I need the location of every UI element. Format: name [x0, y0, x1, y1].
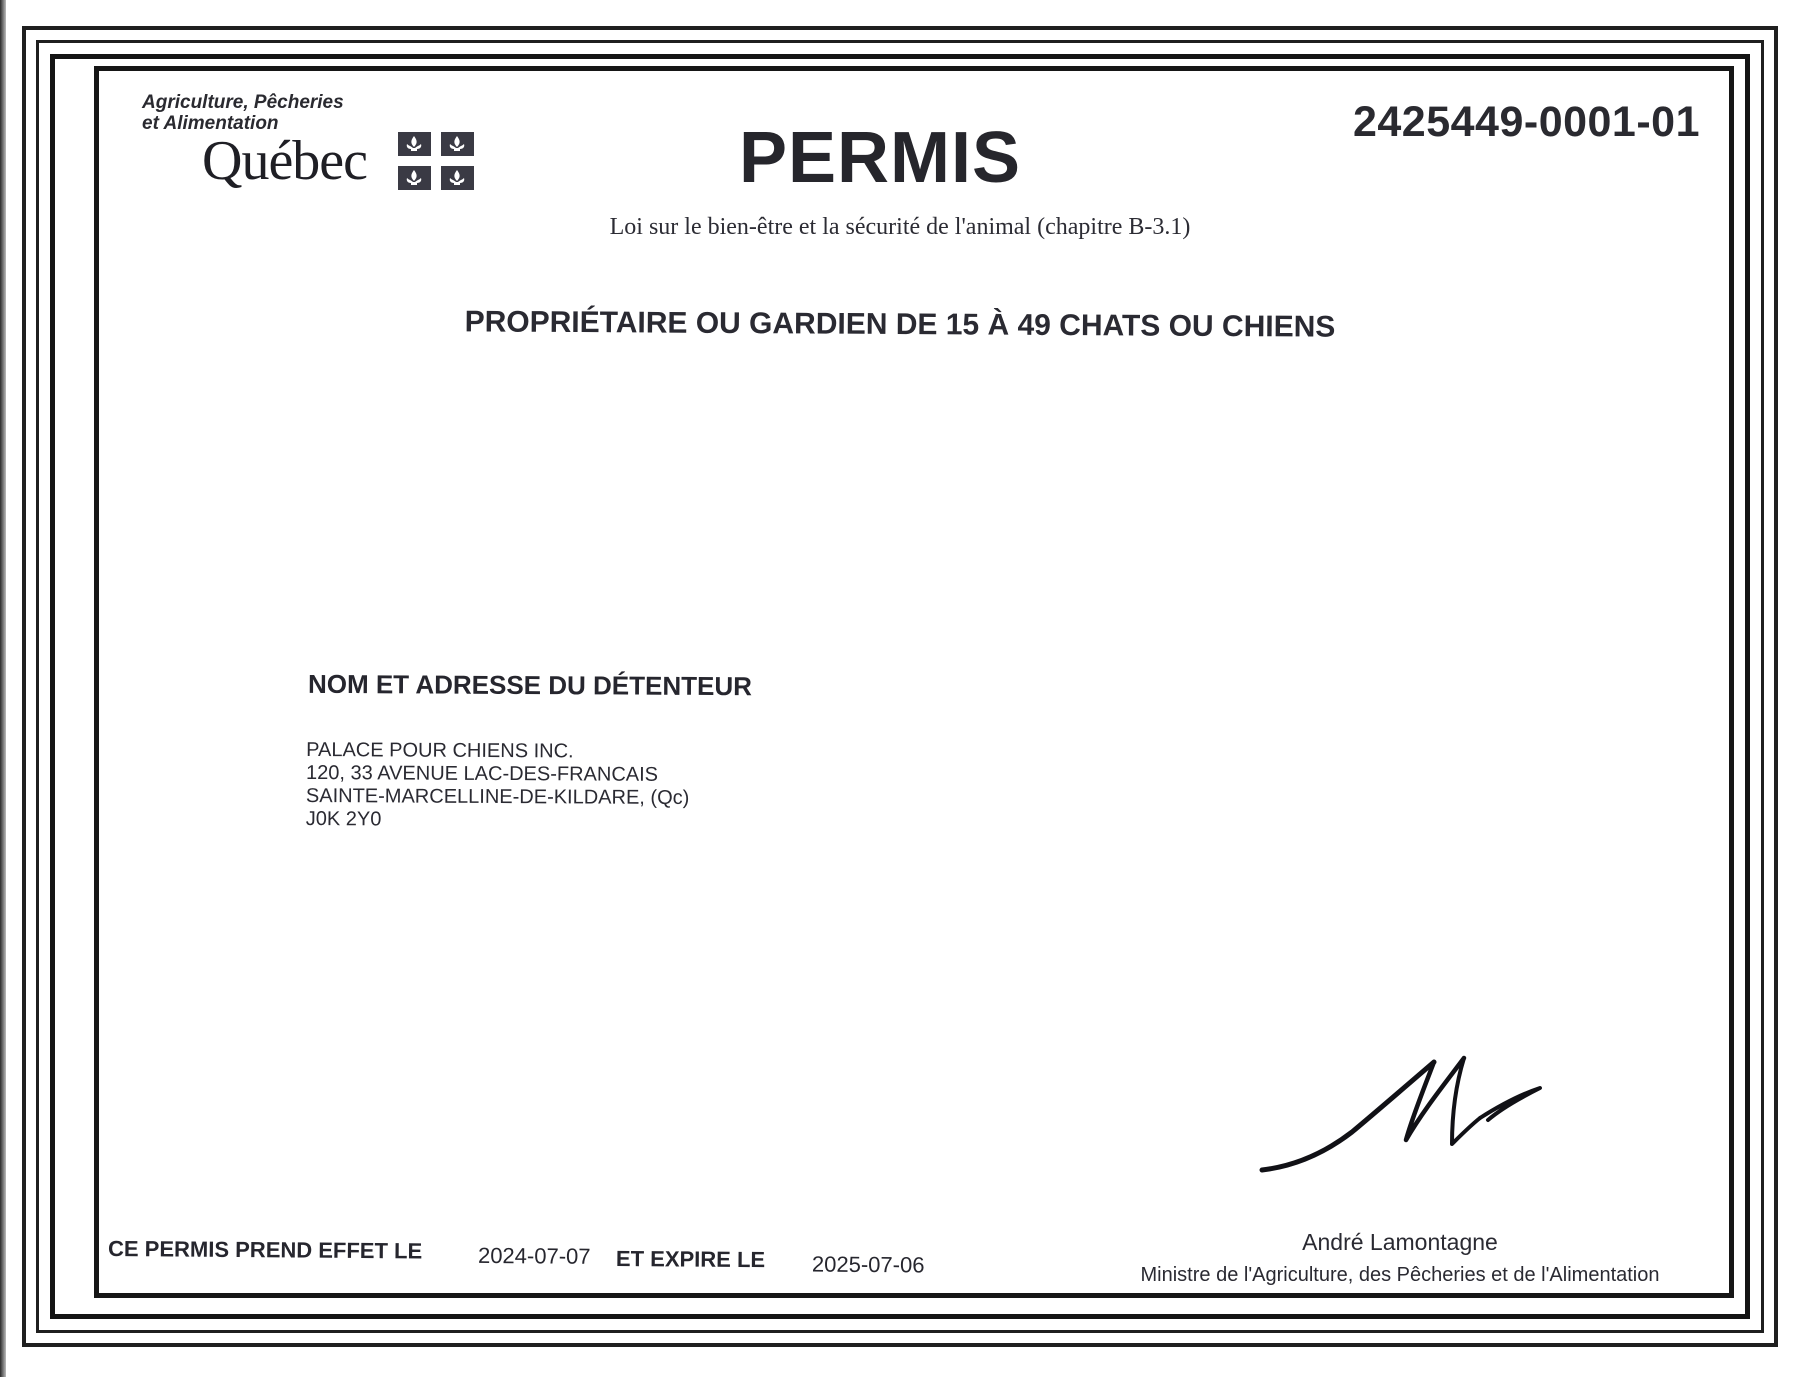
holder-street: 120, 33 AVENUE LAC-DES-FRANCAIS — [306, 761, 659, 786]
holder-address — [306, 739, 690, 833]
holder-city: SAINTE-MARCELLINE-DE-KILDARE, (Qc) — [305, 784, 690, 810]
scan-edge-shadow — [0, 0, 6, 1377]
government-logo — [138, 92, 478, 202]
quebec-fleurdelise-flag-icon — [398, 132, 474, 190]
law-reference: Loi sur le bien-être et la sécurité de l'animal (chapitre B-3.1) — [609, 214, 1191, 240]
start-label: CE PERMIS PREND EFFET LE — [107, 1236, 423, 1264]
signatory-block — [1110, 1228, 1690, 1288]
document-title: PERMIS — [738, 118, 1022, 198]
signatory-name: André Lamontagne — [1302, 1229, 1498, 1255]
end-date: 2025-07-06 — [811, 1251, 925, 1278]
holder-name: PALACE POUR CHIENS INC. — [306, 738, 574, 763]
quebec-wordmark: Québec — [202, 130, 368, 192]
signatory-title: Ministre de l'Agriculture, des Pêcheries et de l'Alimentation — [1140, 1264, 1660, 1286]
handwritten-signature — [1256, 1048, 1546, 1178]
permit-category: PROPRIÉTAIRE OU GARDIEN DE 15 À 49 CHATS OU CHIENS — [464, 305, 1336, 344]
holder-postal-code: J0K 2Y0 — [305, 807, 382, 831]
validity-period — [108, 1236, 1008, 1283]
permit-number: 2425449-0001-01 — [1352, 98, 1700, 146]
holder-heading: NOM ET ADRESSE DU DÉTENTEUR — [307, 668, 753, 702]
ministry-name: Agriculture, Pêcheries et Alimentation — [142, 92, 344, 134]
start-date: 2024-07-07 — [477, 1242, 591, 1269]
end-label: ET EXPIRE LE — [615, 1245, 766, 1273]
